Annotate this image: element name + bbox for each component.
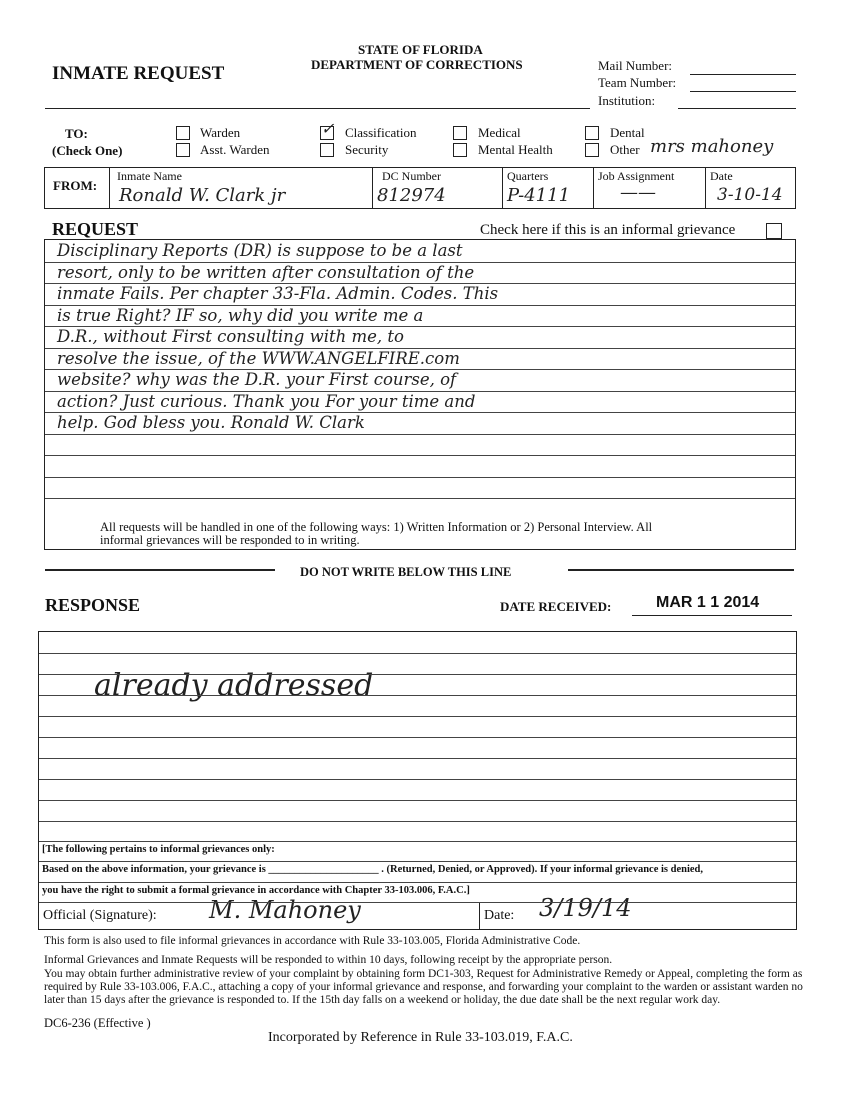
ruled-line bbox=[39, 800, 796, 801]
request-line: resort, only to be written after consultation of the bbox=[57, 262, 475, 282]
date-received-label: DATE RECEIVED: bbox=[500, 599, 612, 614]
footer-text: required by Rule 33-103.006, F.A.C., attaching a copy of your informal grievance and response, and forwarding your complaint to the warden or assistant warden no bbox=[44, 981, 803, 993]
response-date-value[interactable]: 3/19/14 bbox=[539, 894, 632, 922]
date-label: Date bbox=[710, 169, 733, 183]
grievance-note-1: [The following pertains to informal grievances only: bbox=[42, 844, 275, 855]
request-line: Disciplinary Reports (DR) is suppose to be a last bbox=[57, 241, 463, 260]
team-number-line bbox=[690, 91, 796, 92]
response-heading: RESPONSE bbox=[45, 595, 141, 615]
official-signature[interactable]: M. Mahoney bbox=[209, 896, 361, 924]
ruled-line bbox=[39, 821, 796, 822]
medical-label: Medical bbox=[478, 125, 521, 140]
ruled-line bbox=[39, 737, 796, 738]
dental-label: Dental bbox=[610, 125, 645, 140]
dc-label: DC Number bbox=[382, 169, 441, 183]
from-label: FROM: bbox=[53, 178, 98, 193]
request-line: action? Just curious. Thank you For your time and bbox=[57, 391, 476, 411]
classification-label: Classification bbox=[345, 125, 417, 140]
dental-checkbox[interactable] bbox=[585, 126, 599, 140]
response-text[interactable]: already addressed bbox=[94, 668, 374, 703]
form-title: INMATE REQUEST bbox=[52, 63, 225, 84]
asst-warden-label: Asst. Warden bbox=[200, 142, 270, 157]
inmate-name-value[interactable]: Ronald W. Clark jr bbox=[119, 185, 286, 206]
asst-warden-checkbox[interactable] bbox=[176, 143, 190, 157]
request-note: All requests will be handled in one of the following ways: 1) Written Information or 2) Personal Interview. All bbox=[100, 520, 653, 534]
quarters-value[interactable]: P-4111 bbox=[507, 185, 571, 206]
date-received-line bbox=[632, 615, 792, 616]
do-not-write-label: DO NOT WRITE BELOW THIS LINE bbox=[300, 565, 512, 579]
response-box[interactable] bbox=[38, 631, 797, 930]
signature-label: Official (Signature): bbox=[43, 908, 157, 923]
security-label: Security bbox=[345, 142, 389, 157]
footer-text: Informal Grievances and Inmate Requests will be responded to within 10 days, following receipt by the appropriate person. bbox=[44, 954, 613, 966]
ruled-line bbox=[39, 841, 796, 842]
request-line: inmate Fails. Per chapter 33-Fla. Admin. Codes. This bbox=[57, 284, 499, 303]
security-checkbox[interactable] bbox=[320, 143, 334, 157]
ruled-line bbox=[45, 455, 795, 456]
grievance-note-3: you have the right to submit a formal grievance in accordance with Chapter 33-103.006, F.A.C.] bbox=[42, 885, 470, 896]
quarters-label: Quarters bbox=[507, 169, 549, 183]
medical-checkbox[interactable] bbox=[453, 126, 467, 140]
state-label: STATE OF FLORIDA bbox=[358, 42, 483, 57]
other-value[interactable]: mrs mahoney bbox=[650, 136, 774, 157]
from-table bbox=[44, 167, 796, 209]
dc-number-value[interactable]: 812974 bbox=[377, 185, 446, 206]
request-line: is true Right? IF so, why did you write me a bbox=[57, 305, 424, 325]
response-date-label: Date: bbox=[484, 908, 515, 923]
ruled-line bbox=[39, 882, 796, 883]
ruled-line bbox=[45, 434, 795, 435]
footer-text: later than 15 days after the grievance is responded to. If the 15th day falls on a weekend or holiday, the due date shall be the next regular work day. bbox=[44, 994, 721, 1006]
ruled-line bbox=[39, 861, 796, 862]
mail-number-line bbox=[690, 74, 796, 75]
job-label: Job Assignment bbox=[598, 169, 675, 183]
request-line: help. God bless you. Ronald W. Clark bbox=[57, 413, 365, 432]
ruled-line bbox=[39, 716, 796, 717]
ruled-line bbox=[45, 498, 795, 499]
classification-checkbox[interactable] bbox=[320, 119, 335, 140]
job-value[interactable]: —— bbox=[620, 182, 656, 203]
request-line: D.R., without First consulting with me, to bbox=[57, 327, 404, 346]
request-note-2: informal grievances will be responded to in writing. bbox=[100, 533, 360, 547]
footer-text: This form is also used to file informal grievances in accordance with Rule 33-103.005, Florida Administrative Code. bbox=[44, 935, 581, 947]
footer-text: You may obtain further administrative review of your complaint by obtaining form DC1-303, Request for Administrative Remedy or Appeal, completing the form as bbox=[44, 968, 803, 980]
request-heading: REQUEST bbox=[52, 219, 139, 239]
request-box[interactable] bbox=[44, 239, 796, 550]
team-number-label: Team Number: bbox=[598, 75, 677, 90]
checkmark-icon: ✓ bbox=[321, 119, 335, 138]
name-label: Inmate Name bbox=[117, 169, 182, 183]
date-value[interactable]: 3-10-14 bbox=[717, 185, 783, 205]
date-received-stamp: MAR 1 1 2014 bbox=[656, 594, 760, 611]
other-label: Other bbox=[610, 142, 640, 157]
ruled-line bbox=[39, 695, 796, 696]
grievance-check-label: Check here if this is an informal grievance bbox=[480, 222, 736, 238]
institution-label: Institution: bbox=[598, 93, 656, 108]
ruled-line bbox=[39, 902, 796, 903]
warden-label: Warden bbox=[200, 125, 241, 140]
header-rule bbox=[45, 108, 590, 109]
institution-line bbox=[678, 108, 796, 109]
informal-grievance-checkbox[interactable] bbox=[766, 223, 782, 239]
divider-right bbox=[568, 569, 794, 571]
check-one-label: (Check One) bbox=[52, 143, 123, 158]
ruled-line bbox=[39, 653, 796, 654]
other-checkbox[interactable] bbox=[585, 143, 599, 157]
ruled-line bbox=[39, 758, 796, 759]
ruled-line bbox=[39, 779, 796, 780]
mail-number-label: Mail Number: bbox=[598, 58, 673, 73]
warden-checkbox[interactable] bbox=[176, 126, 190, 140]
request-line: resolve the issue, of the WWW.ANGELFIRE.com bbox=[57, 348, 460, 368]
form-id: DC6-236 (Effective ) bbox=[44, 1016, 151, 1030]
incorporated-note: Incorporated by Reference in Rule 33-103.019, F.A.C. bbox=[268, 1030, 573, 1045]
to-label: TO: bbox=[65, 126, 88, 141]
mental-health-checkbox[interactable] bbox=[453, 143, 467, 157]
grievance-note-2: Based on the above information, your grievance is _____________________ . (Returned, Denied, or Approved). If your informal grievance is denied, bbox=[42, 864, 704, 875]
mental-health-label: Mental Health bbox=[478, 142, 553, 157]
ruled-line bbox=[39, 674, 796, 675]
request-line: website? why was the D.R. your First course, of bbox=[57, 370, 457, 389]
dept-label: DEPARTMENT OF CORRECTIONS bbox=[311, 57, 523, 72]
divider-left bbox=[45, 569, 275, 571]
ruled-line bbox=[45, 477, 795, 478]
